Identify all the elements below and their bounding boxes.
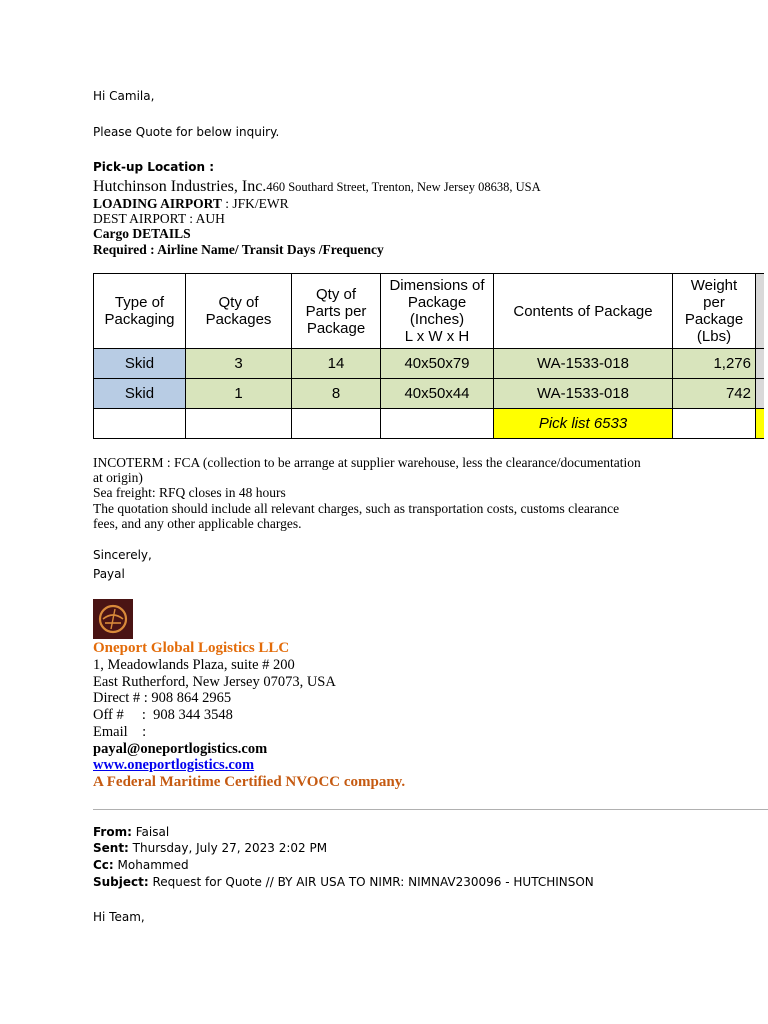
- dest-airport: DEST AIRPORT : AUH: [93, 211, 225, 226]
- incoterm-line-2: at origin): [93, 470, 143, 485]
- oneport-logo-icon: [93, 599, 133, 639]
- sent-label: Sent:: [93, 841, 129, 855]
- cell-parts: 14: [292, 349, 381, 379]
- table-overflow-cell: [756, 409, 765, 439]
- signature-address-2: East Rutherford, New Jersey 07073, USA: [93, 674, 336, 690]
- cell-empty: [94, 409, 186, 439]
- table-overflow-cell: [756, 349, 765, 379]
- header-qty-parts-per-package: Qty of Parts per Package: [292, 274, 381, 349]
- oneport-logo-graphic: [93, 599, 133, 639]
- header-qty-of-packages: Qty of Packages: [186, 274, 292, 349]
- loading-airport: [93, 196, 289, 212]
- sent-value: Thursday, July 27, 2023 2:02 PM: [128, 841, 328, 855]
- cell-qty: 3: [186, 349, 292, 379]
- cc-value: Mohammed: [113, 858, 189, 872]
- loading-airport-value: : JFK/EWR: [221, 196, 289, 211]
- header-weight: Weight per Package (Lbs): [673, 274, 756, 349]
- cell-weight: 1,276: [673, 349, 756, 379]
- forwarded-subject: [93, 875, 594, 889]
- cell-empty: [292, 409, 381, 439]
- table-row: [94, 349, 765, 379]
- from-label: From:: [93, 825, 132, 839]
- signature-website-link[interactable]: www.oneportlogistics.com: [93, 757, 255, 773]
- pickup-heading: Pick-up Location :: [93, 160, 215, 174]
- signature-tagline: A Federal Maritime Certified NVOCC company.: [93, 774, 406, 790]
- cell-empty: [673, 409, 756, 439]
- forwarded-cc: [93, 858, 189, 872]
- sender-name: Payal: [93, 567, 125, 581]
- required-line: Required : Airline Name/ Transit Days /Frequency: [93, 242, 384, 257]
- cell-qty: 1: [186, 379, 292, 409]
- from-value: Faisal: [131, 825, 170, 839]
- loading-airport-label: LOADING AIRPORT: [93, 196, 222, 211]
- cell-pick-list: Pick list 6533: [494, 409, 673, 439]
- signature-office: Off # : 908 344 3548: [93, 707, 233, 723]
- subject-label: Subject:: [93, 875, 149, 889]
- divider: [93, 809, 768, 810]
- greeting: Hi Camila,: [93, 89, 155, 103]
- cell-contents: WA-1533-018: [494, 379, 673, 409]
- cargo-table: [93, 273, 764, 439]
- forwarded-sent: [93, 841, 327, 855]
- cell-dimensions: 40x50x44: [381, 379, 494, 409]
- header-contents: Contents of Package: [494, 274, 673, 349]
- signature-address-1: 1, Meadowlands Plaza, suite # 200: [93, 657, 295, 673]
- cargo-details: Cargo DETAILS: [93, 226, 191, 241]
- signature-email-label: Email :: [93, 724, 147, 740]
- cc-label: Cc:: [93, 858, 114, 872]
- pickup-address: 460 Southard Street, Trenton, New Jersey 08638, USA: [266, 180, 541, 194]
- cell-empty: [186, 409, 292, 439]
- closing: Sincerely,: [93, 548, 152, 562]
- cell-weight: 742: [673, 379, 756, 409]
- cell-dimensions: 40x50x79: [381, 349, 494, 379]
- pickup-company: Hutchinson Industries, Inc.: [93, 178, 267, 195]
- signature-company: Oneport Global Logistics LLC: [93, 640, 290, 656]
- cell-contents: WA-1533-018: [494, 349, 673, 379]
- cell-type: Skid: [94, 379, 186, 409]
- table-overflow-cell: [756, 274, 765, 349]
- forwarded-from: [93, 825, 169, 839]
- signature-direct: Direct # : 908 864 2965: [93, 690, 232, 706]
- request-line: Please Quote for below inquiry.: [93, 125, 280, 139]
- header-dimensions: Dimensions of Package (Inches) L x W x H: [381, 274, 494, 349]
- table-overflow-cell: [756, 379, 765, 409]
- table-row: [94, 409, 765, 439]
- pickup-location: [93, 178, 541, 196]
- sea-freight: Sea freight: RFQ closes in 48 hours: [93, 485, 286, 500]
- subject-value: Request for Quote // BY AIR USA TO NIMR: NIMNAV230096 - HUTCHINSON: [148, 875, 594, 889]
- header-type-of-packaging: Type of Packaging: [94, 274, 186, 349]
- quotation-line-1: The quotation should include all relevant charges, such as transportation costs, customs clearance: [93, 501, 620, 516]
- quotation-line-2: fees, and any other applicable charges.: [93, 516, 302, 531]
- table-row: [94, 379, 765, 409]
- table-header-row: [94, 274, 765, 349]
- signature-email[interactable]: payal@oneportlogistics.com: [93, 741, 268, 757]
- cell-parts: 8: [292, 379, 381, 409]
- cell-empty: [381, 409, 494, 439]
- cell-type: Skid: [94, 349, 186, 379]
- incoterm-line-1: INCOTERM : FCA (collection to be arrange at supplier warehouse, less the clearance/documentation: [93, 455, 641, 470]
- greeting-2: Hi Team,: [93, 910, 145, 924]
